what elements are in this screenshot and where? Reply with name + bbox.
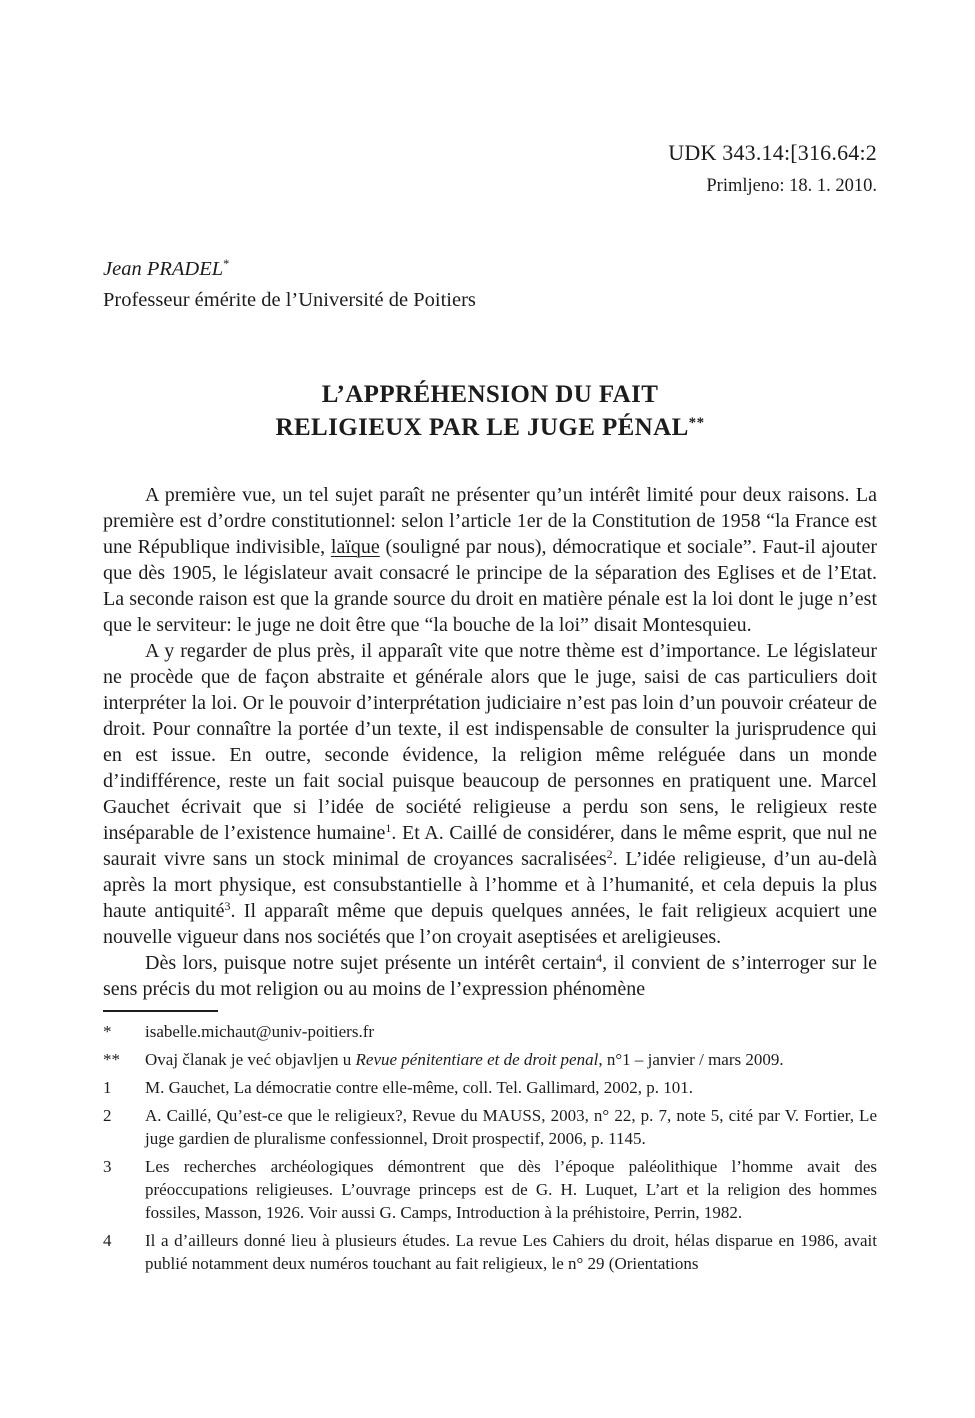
paragraph-2 (103, 638, 877, 950)
footnote-ref-3: 3 (224, 899, 231, 914)
paragraph-2-text: A y regarder de plus près, il apparaît vite que notre thème est d’importance. Le législateur ne procède que de façon abstraite et générale alors que le juge, saisi de cas particuliers doit interpréter la loi. Or le pouvoir d’interprétation judiciaire n’est pas loin d’un pouvoir créateur de droit. Pour connaître la portée d’un texte, il est indispensable de consulter la jurisprudence qui en est issue. En outre, seconde évidence, la religion même reléguée dans un monde d’indifférence, reste un fait social puisque beaucoup de personnes en pratiquent une. Marcel Gauchet écrivait que si l’idée de société religieuse a perdu son sens, le religieux reste inséparable de l’existence humaine (103, 640, 877, 844)
footnote-3 (103, 1155, 877, 1224)
article-title (103, 378, 877, 444)
paragraph-2-text-cont-3: . Il apparaît même que depuis quelques années, le fait religieux acquiert une nouvelle vigueur dans nos sociétés que l’on croyait aseptisées et areligieuses. (103, 900, 877, 948)
paragraph-1-text-cont: (souligné par nous), démocratique et sociale”. Faut-il ajouter que dès 1905, le législateur avait consacré le principe de la séparation des Eglises et de l’Etat. La seconde raison est que la grande source du droit en matière pénale est la loi dont le juge n’est que le serviteur: le juge ne doit être que “la bouche de la loi” disait Montesquieu. (103, 536, 877, 636)
footnote-text-pre: Ovaj članak je već objavljen u (145, 1050, 356, 1069)
author-block (103, 254, 877, 316)
paragraph-3-text-cont: , il convient de s’interroger sur le sens précis du mot religion ou au moins de l’expression phénomène (103, 952, 878, 1000)
paragraph-2-text-cont-1: . Et A. Caillé de considérer, dans le même esprit, que nul ne saurait vivre sans un stock minimal de croyances sacralisées (103, 822, 877, 870)
footnote-marker: 1 (103, 1078, 112, 1097)
footnote-ref-2: 2 (606, 847, 613, 862)
footnote-1 (103, 1076, 877, 1099)
author-affiliation: Professeur émérite de l’Université de Poitiers (103, 289, 476, 311)
paragraph-3 (103, 950, 877, 1002)
footnote-journal-title: Revue pénitentiare et de droit penal (355, 1050, 599, 1069)
footnote-double-star (103, 1048, 877, 1071)
received-date: Primljeno: 18. 1. 2010. (706, 176, 877, 196)
title-line-1: L’APPRÉHENSION DU FAIT (321, 381, 659, 408)
paragraph-1 (103, 482, 877, 638)
footnote-star (103, 1020, 877, 1043)
author-name-line (103, 254, 877, 285)
footnote-marker: 2 (103, 1106, 112, 1125)
footnote-text (145, 1048, 877, 1071)
footnote-2 (103, 1104, 877, 1150)
footnote-text: isabelle.michaut@univ-poitiers.fr (145, 1022, 375, 1041)
footnote-text: A. Caillé, Qu’est-ce que le religieux?, Revue du MAUSS, 2003, n° 22, p. 7, note 5, cité par V. Fortier, Le juge gardien de pluralisme confessionnel, Droit prospectif, 2006, p. 1145. (145, 1106, 877, 1148)
paragraph-3-text: Dès lors, puisque notre sujet présente un intérêt certain (145, 952, 597, 974)
article-body (103, 482, 877, 1002)
footnote-text: Il a d’ailleurs donné lieu à plusieurs études. La revue Les Cahiers du droit, hélas disparue en 1986, avait publié notamment deux numéros touchant au fait religieux, le n° 29 (Orientations (145, 1231, 877, 1273)
page-header (103, 0, 877, 198)
footnote-separator (103, 1010, 218, 1012)
footnote-marker: * (103, 1022, 112, 1041)
author-name: Jean PRADEL (103, 258, 224, 280)
footnotes-block (103, 1020, 877, 1275)
udk-classification: UDK 343.14:[316.64:2 (668, 140, 877, 165)
footnote-marker: ** (103, 1050, 120, 1069)
footnote-marker: 3 (103, 1157, 112, 1176)
footnote-ref-4: 4 (596, 951, 603, 966)
footnote-text-post: , n°1 – janvier / mars 2009. (598, 1050, 784, 1069)
paragraph-2-text-cont-2: . L’idée religieuse, d’un au-delà après la mort physique, est consubstantielle à l’homme et à l’humanité, et cela depuis la plus haute antiquité (103, 848, 878, 922)
footnote-ref-1: 1 (385, 821, 392, 836)
author-footnote-marker: * (223, 257, 230, 272)
footnote-text: Les recherches archéologiques démontrent que dès l’époque paléolithique l’homme avait des préoccupations religieuses. L’ouvrage princeps est de G. H. Luquet, L’art et la religion des hommes fossiles, Masson, 1926. Voir aussi G. Camps, Introduction à la préhistoire, Perrin, 1982. (145, 1157, 877, 1222)
underlined-word-laique: laïque (330, 536, 380, 558)
paragraph-1-text: A première vue, un tel sujet paraît ne présenter qu’un intérêt limité pour deux raisons. La première est d’ordre constitutionnel: selon l’article 1er de la Constitution de 1958 “la France est une République indivisible, (103, 484, 877, 558)
title-line-2: RELIGIEUX PAR LE JUGE PÉNAL (275, 414, 689, 441)
footnote-4 (103, 1229, 877, 1275)
footnote-marker: 4 (103, 1231, 112, 1250)
footnote-text: M. Gauchet, La démocratie contre elle-même, coll. Tel. Gallimard, 2002, p. 101. (145, 1078, 693, 1097)
title-footnote-marker: ** (688, 414, 705, 431)
